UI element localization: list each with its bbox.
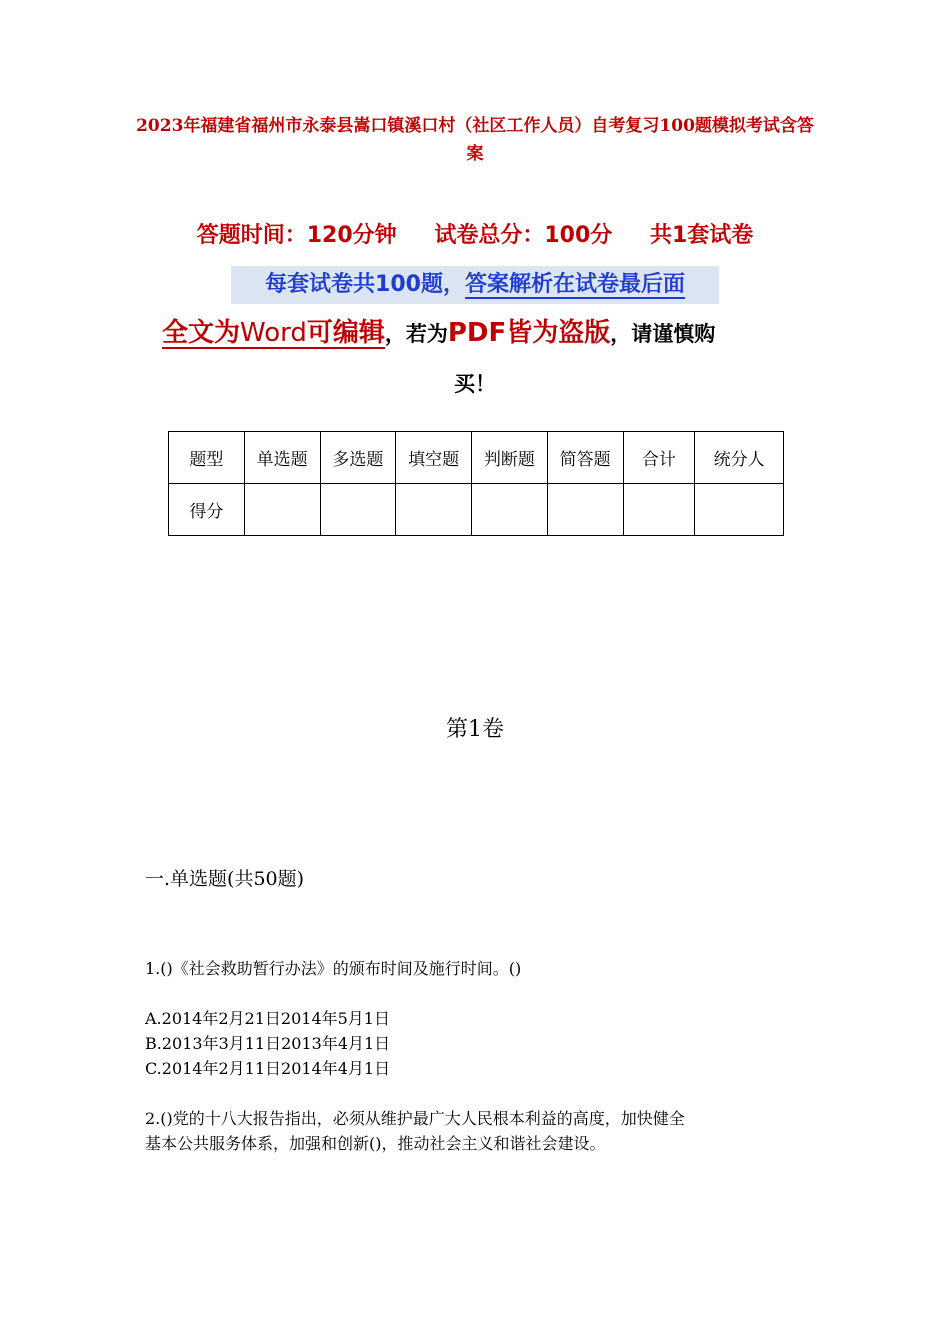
notice-part2: 答案解析在试卷最后面 [464,272,685,297]
question-1-option-b: B.2013年3月11日2013年4月1日 [145,1034,391,1053]
header-short-answer: 简答题 [547,432,623,484]
score-cell[interactable] [623,484,695,536]
word-notice-a: 全文为 [162,318,241,348]
score-table-score-row [169,484,784,536]
header-type: 题型 [169,432,245,484]
header-total: 合计 [623,432,695,484]
word-edit-notice [162,312,802,349]
score-cell[interactable] [396,484,472,536]
score-cell[interactable] [695,484,784,536]
word-notice-f: ，请谨慎购 [610,322,716,346]
exam-time: 答题时间：120分钟 [196,223,397,248]
score-table-header-row [169,432,784,484]
question-1-option-c: C.2014年2月11日2014年4月1日 [145,1059,391,1078]
document-title: 2023年福建省福州市永泰县嵩口镇溪口村（社区工作人员）自考复习100题模拟考试含答案 [136,116,814,164]
header-single-choice: 单选题 [244,432,320,484]
exam-sets: 共1套试卷 [649,223,754,248]
question-1-stem: 1.()《社会救助暂行办法》的颁布时间及施行时间。() [145,959,522,978]
word-notice-e: PDF皆为盗版 [447,318,611,348]
word-notice-c: 可编辑 [306,318,385,348]
score-cell[interactable] [320,484,396,536]
header-true-false: 判断题 [472,432,548,484]
exam-info [0,218,950,249]
header-fill-blank: 填空题 [396,432,472,484]
row-label-score: 得分 [169,484,245,536]
word-notice-end: 买！ [454,372,496,396]
score-table [168,431,784,536]
notice-part1: 每套试卷共100题， [265,272,465,297]
question-2-stem-line1: 2.()党的十八大报告指出，必须从维护最广大人民根本利益的高度，加快健全 [145,1109,685,1128]
exam-total-score: 试卷总分：100分 [434,223,613,248]
header-scorer: 统分人 [695,432,784,484]
question-1-option-a: A.2014年2月21日2014年5月1日 [145,1009,390,1028]
header-multiple-choice: 多选题 [320,432,396,484]
score-cell[interactable] [244,484,320,536]
score-cell[interactable] [472,484,548,536]
volume-heading: 第1卷 [446,717,504,742]
word-notice-d: ，若为 [384,322,448,346]
question-2-stem-line2: 基本公共服务体系，加强和创新()，推动社会主义和谐社会建设。 [145,1134,606,1153]
section-heading: 一.单选题(共50题) [145,868,305,890]
score-cell[interactable] [547,484,623,536]
answer-location-notice [231,266,719,304]
word-notice-b: Word [240,318,307,348]
